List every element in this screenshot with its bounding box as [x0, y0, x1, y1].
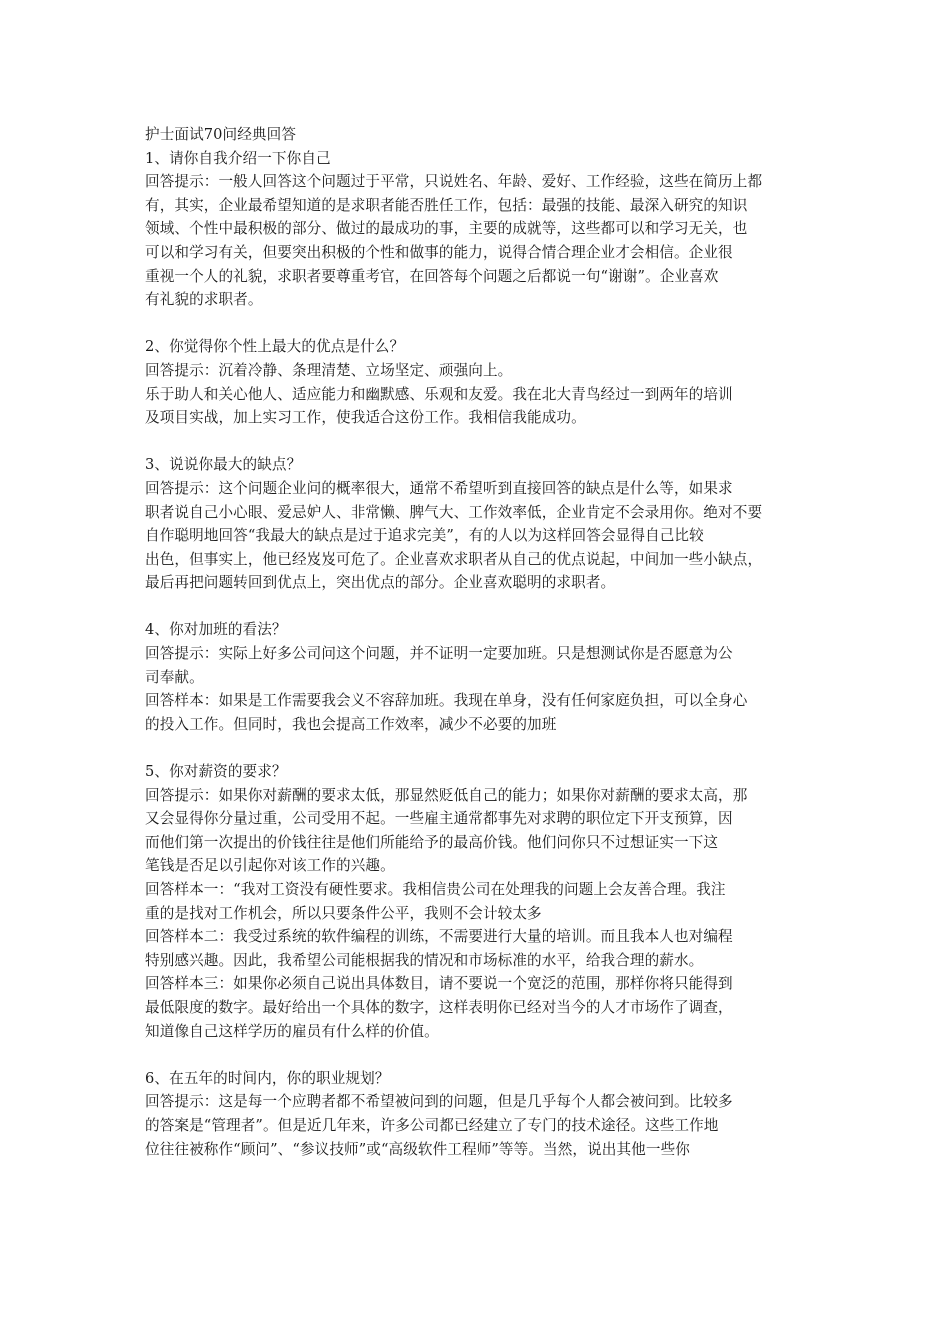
paragraph-gap: [145, 312, 815, 336]
question-heading: 6、在五年的时间内，你的职业规划？: [145, 1069, 390, 1087]
answer-line: 特别感兴趣。因此，我希望公司能根据我的情况和市场标准的水平，给我合理的薪水。: [145, 951, 704, 969]
answer-line: 的投入工作。但同时，我也会提高工作效率，减少不必要的加班: [145, 715, 557, 733]
answer-line: 出色，但事实上，他已经岌岌可危了。企业喜欢求职者从自己的优点说起，中间加一些小缺点，: [145, 550, 763, 568]
answer-line: 的答案是“管理者”。但是近几年来，许多公司都已经建立了专门的技术途径。这些工作地: [145, 1116, 719, 1134]
answer-line: 及项目实战，加上实习工作，使我适合这份工作。我相信我能成功。: [145, 409, 586, 427]
answer-line: 领域、个性中最积极的部分、做过的最成功的事，主要的成就等，这些都可以和学习无关，也: [145, 220, 748, 238]
answer-line: 回答提示：沉着冷静、条理清楚、立场坚定、顽强向上。: [145, 361, 513, 379]
answer-line: 最低限度的数字。最好给出一个具体的数字，这样表明你已经对当今的人才市场作了调查，: [145, 998, 733, 1016]
answer-line: 重的是找对工作机会，所以只要条件公平，我则不会计较太多: [145, 904, 542, 922]
answer-line: 最后再把问题转回到优点上，突出优点的部分。企业喜欢聪明的求职者。: [145, 574, 616, 592]
paragraph-gap: [145, 1043, 815, 1067]
answer-line: 回答提示：这是每一个应聘者都不希望被问到的问题，但是几乎每个人都会被问到。比较多: [145, 1093, 733, 1111]
answer-line: 位往往被称作“顾问”、“参议技师”或“高级软件工程师”等等。当然，说出其他一些你: [145, 1140, 690, 1158]
document-title: 护士面试70问经典回答: [145, 126, 297, 143]
answer-line: 司奉献。: [145, 668, 204, 686]
question-heading: 2、你觉得你个性上最大的优点是什么？: [145, 338, 405, 356]
answer-line: 回答样本：如果是工作需要我会义不容辞加班。我现在单身，没有任何家庭负担，可以全身心: [145, 692, 748, 710]
question-heading: 4、你对加班的看法？: [145, 621, 287, 639]
answer-line: 回答样本三：如果你必须自己说出具体数目，请不要说一个宽泛的范围，那样你将只能得到: [145, 975, 733, 993]
question-heading: 5、你对薪资的要求？: [145, 763, 287, 781]
answer-line: 职者说自己小心眼、爱忌妒人、非常懒、脾气大、工作效率低，企业肯定不会录用你。绝对不要: [145, 503, 763, 521]
answer-line: 乐于助人和关心他人、适应能力和幽默感、乐观和友爱。我在北大青鸟经过一到两年的培训: [145, 385, 733, 403]
answer-line: 回答样本一：“我对工资没有硬性要求。我相信贵公司在处理我的问题上会友善合理。我注: [145, 881, 726, 898]
answer-line: 又会显得你分量过重，公司受用不起。一些雇主通常都事先对求聘的职位定下开支预算，因: [145, 810, 733, 828]
answer-line: 而他们第一次提出的价钱往往是他们所能给予的最高价钱。他们问你只不过想证实一下这: [145, 833, 719, 851]
answer-line: 重视一个人的礼貌，求职者要尊重考官，在回答每个问题之后都说一句“谢谢”。企业喜欢: [145, 267, 719, 285]
answer-line: 有礼貌的求职者。: [145, 291, 263, 309]
answer-line: 有，其实，企业最希望知道的是求职者能否胜任工作，包括：最强的技能、最深入研究的知识: [145, 196, 748, 214]
answer-line: 回答提示：如果你对薪酬的要求太低，那显然贬低自己的能力；如果你对薪酬的要求太高，那: [145, 786, 748, 804]
paragraph-gap: [145, 595, 815, 619]
answer-line: 回答提示：实际上好多公司问这个问题，并不证明一定要加班。只是想测试你是否愿意为公: [145, 645, 733, 663]
paragraph-gap: [145, 430, 815, 454]
question-heading: 1、请你自我介绍一下你自己: [145, 149, 331, 167]
paragraph-gap: [145, 736, 815, 760]
answer-line: 回答提示：一般人回答这个问题过于平常，只说姓名、年龄、爱好、工作经验，这些在简历上都: [145, 173, 763, 191]
answer-line: 笔钱是否足以引起你对该工作的兴趣。: [145, 857, 395, 875]
answer-line: 自作聪明地回答“我最大的缺点是过于追求完美”，有的人以为这样回答会显得自己比较: [145, 527, 704, 545]
answer-line: 可以和学习有关，但要突出积极的个性和做事的能力，说得合情合理企业才会相信。企业很: [145, 243, 733, 261]
document-body: [145, 123, 815, 1161]
answer-line: 知道像自己这样学历的雇员有什么样的价值。: [145, 1022, 439, 1040]
question-heading: 3、说说你最大的缺点？: [145, 456, 302, 474]
answer-line: 回答样本二：我受过系统的软件编程的训练，不需要进行大量的培训。而且我本人也对编程: [145, 928, 733, 946]
answer-line: 回答提示：这个问题企业问的概率很大，通常不希望听到直接回答的缺点是什么等，如果求: [145, 479, 733, 497]
